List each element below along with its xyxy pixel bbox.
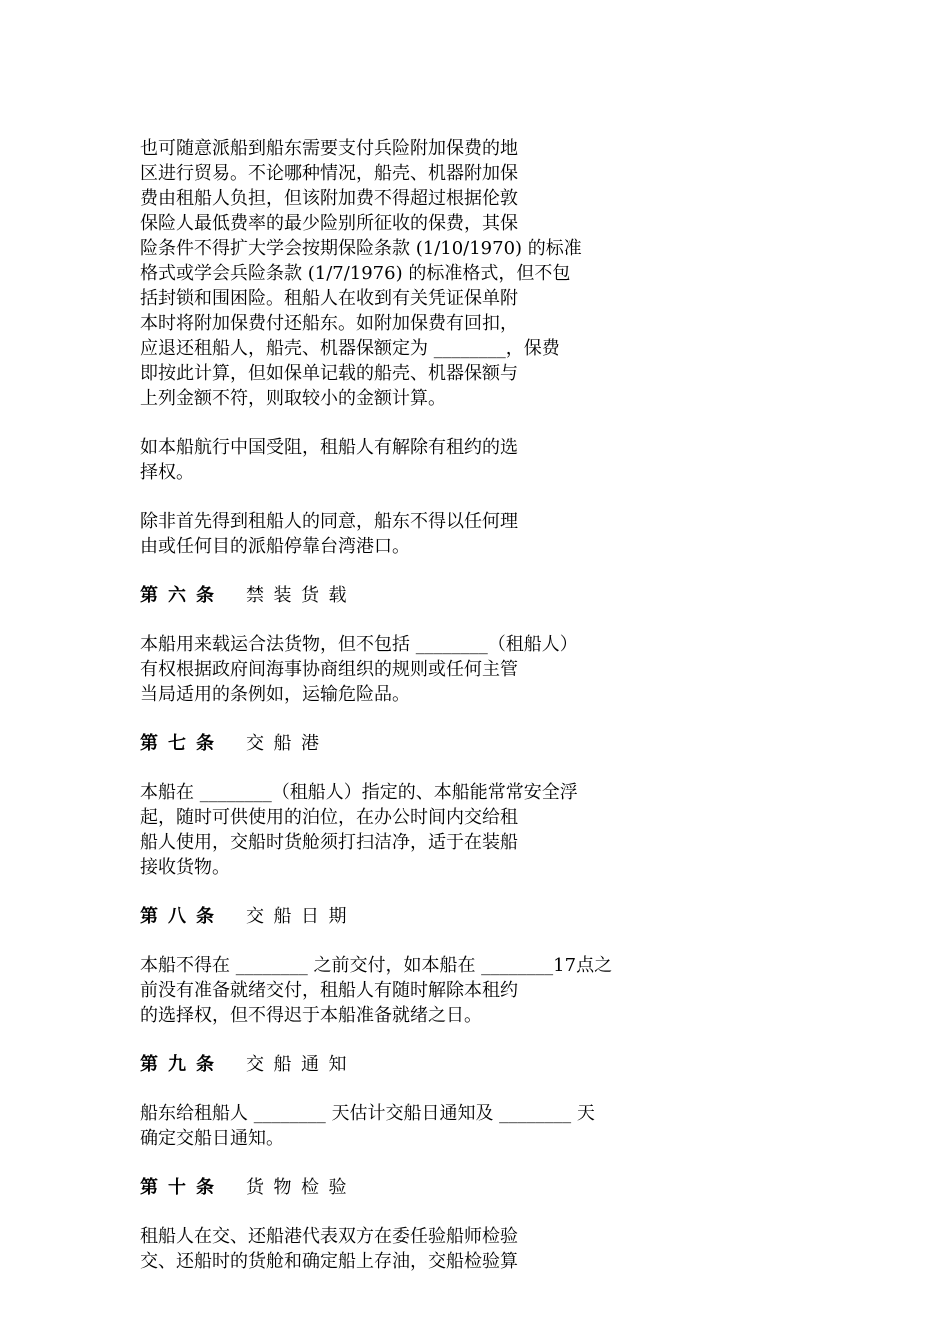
- text-line: 如本船航行中国受阻，租船人有解除有租约的选: [140, 437, 518, 458]
- article-heading: [140, 731, 860, 756]
- text-line: 险条件不得扩大学会按期保险条款 (1/10/1970) 的标准: [140, 238, 582, 259]
- text-line: 本船在 ________（租船人）指定的、本船能常常安全浮: [140, 782, 578, 803]
- paragraph: [140, 136, 860, 411]
- article-title: 交船港: [246, 733, 329, 754]
- article-title: 禁装货载: [246, 585, 356, 606]
- text-line: 本船用来载运合法货物，但不包括 ________（租船人）: [140, 634, 578, 655]
- text-line: 接收货物。: [140, 857, 230, 878]
- text-line: 费由租船人负担，但该附加费不得超过根据伦敦: [140, 188, 518, 209]
- text-line: 船东给租船人 ________ 天估计交船日通知及 ________ 天: [140, 1103, 595, 1124]
- paragraph: [140, 780, 860, 880]
- paragraph: [140, 509, 860, 559]
- article-number: 第七条: [140, 733, 224, 754]
- article-number: 第六条: [140, 585, 224, 606]
- text-line: 保险人最低费率的最少险别所征收的保费，其保: [140, 213, 518, 234]
- text-line: 本时将附加保费付还船东。如附加保费有回扣，: [140, 313, 518, 334]
- text-line: 括封锁和围困险。租船人在收到有关凭证保单附: [140, 288, 518, 309]
- text-line: 确定交船日通知。: [140, 1128, 284, 1149]
- text-line: 应退还租船人，船壳、机器保额定为 ________，保费: [140, 338, 560, 359]
- text-line: 当局适用的条例如，运输危险品。: [140, 684, 410, 705]
- paragraph: [140, 1101, 860, 1151]
- text-line: 区进行贸易。不论哪种情况，船壳、机器附加保: [140, 163, 518, 184]
- document-page: [140, 136, 860, 1298]
- text-line: 前没有准备就绪交付，租船人有随时解除本租约: [140, 980, 518, 1001]
- article-number: 第八条: [140, 906, 224, 927]
- text-line: 上列金额不符，则取较小的金额计算。: [140, 388, 446, 409]
- text-line: 本船不得在 ________ 之前交付，如本船在 ________17点之: [140, 955, 613, 976]
- paragraph: [140, 953, 860, 1028]
- paragraph: [140, 435, 860, 485]
- text-line: 船人使用，交船时货舱须打扫洁净，适于在装船: [140, 832, 518, 853]
- text-line: 交、还船时的货舱和确定船上存油，交船检验算: [140, 1251, 518, 1272]
- text-line: 有权根据政府间海事协商组织的规则或任何主管: [140, 659, 518, 680]
- article-heading: [140, 1052, 860, 1077]
- article-heading: [140, 1175, 860, 1200]
- text-line: 租船人在交、还船港代表双方在委任验船师检验: [140, 1226, 518, 1247]
- text-line: 除非首先得到租船人的同意，船东不得以任何理: [140, 511, 518, 532]
- text-line: 择权。: [140, 462, 194, 483]
- article-number: 第十条: [140, 1177, 224, 1198]
- paragraph: [140, 1224, 860, 1274]
- text-line: 的选择权，但不得迟于本船准备就绪之日。: [140, 1005, 482, 1026]
- article-title: 交船日期: [246, 906, 356, 927]
- article-title: 货物检验: [246, 1177, 356, 1198]
- text-line: 即按此计算，但如保单记载的船壳、机器保额与: [140, 363, 518, 384]
- article-heading: [140, 904, 860, 929]
- text-line: 由或任何目的派船停靠台湾港口。: [140, 536, 410, 557]
- article-title: 交船通知: [246, 1054, 356, 1075]
- article-heading: [140, 583, 860, 608]
- text-line: 起，随时可供使用的泊位，在办公时间内交给租: [140, 807, 518, 828]
- text-line: 也可随意派船到船东需要支付兵险附加保费的地: [140, 138, 518, 159]
- article-number: 第九条: [140, 1054, 224, 1075]
- paragraph: [140, 632, 860, 707]
- text-line: 格式或学会兵险条款 (1/7/1976) 的标准格式，但不包: [140, 263, 571, 284]
